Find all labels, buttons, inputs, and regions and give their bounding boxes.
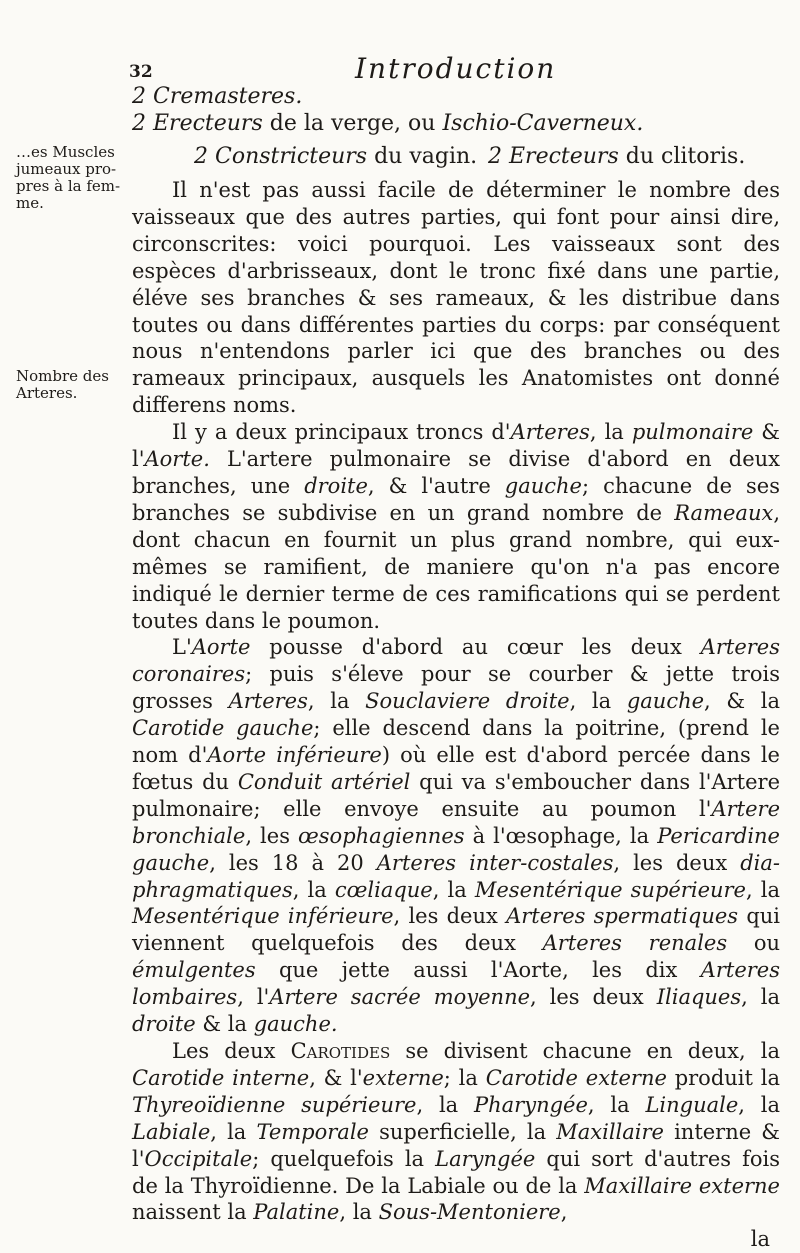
- text-run: , les deux: [613, 850, 741, 875]
- text-run: , & l'autre: [367, 473, 505, 498]
- italic-term: Artere sacrée moyenne: [269, 985, 531, 1010]
- text-run: L'artere pulmonaire se divise d'abord en deux branches, une: [132, 447, 780, 498]
- text-run: naissent la: [132, 1200, 254, 1225]
- text-run: que jette aussi l'Aorte, les dix: [255, 958, 701, 983]
- text-run: qui va s'emboucher dans l'Artere pulmonaire; elle envoye ensuite au poumon l': [132, 769, 780, 821]
- italic-term: Maxillaire externe: [584, 1173, 780, 1198]
- body-text: [132, 177, 780, 1253]
- text-run: , dont chacun en fournit un plus grand nombre, qui eux-mêmes se ramifient, de maniere qu'on n'a pas encore indiqué le dernier terme de ces ramifications qui se perdent toutes dans le poumon.: [132, 500, 780, 633]
- text-run: , la: [746, 877, 781, 902]
- text-run: , la: [741, 985, 780, 1010]
- margin-note-line: Nombre des: [16, 367, 109, 385]
- text-run: & la: [195, 1012, 254, 1037]
- margin-note-line: Arteres.: [16, 384, 78, 402]
- text-run: , la: [210, 1119, 257, 1144]
- text-run: ; chacune de ses branches se subdivise en un grand nombre de: [132, 473, 780, 525]
- italic-term: Mesentérique inférieure: [132, 904, 394, 929]
- text-run: , la: [432, 877, 475, 902]
- italic-term: Thyreoïdienne supérieure: [132, 1092, 417, 1117]
- list-item-name: Ischio-Caverneux.: [442, 111, 644, 136]
- list-item-text: du vagin.: [374, 144, 478, 169]
- catchword: la: [750, 1227, 770, 1252]
- text-run: & l': [132, 420, 780, 472]
- italic-term: Mesentérique supérieure: [474, 877, 746, 902]
- text-run: pousse d'abord au cœur les deux: [250, 635, 701, 660]
- text-run: L': [172, 635, 192, 660]
- text-run: Il y a deux principaux troncs d': [172, 420, 511, 445]
- list-item-cremasteres: 2 Cremasteres.: [132, 84, 303, 109]
- italic-term: Palatine: [253, 1200, 340, 1225]
- italic-term: pulmonaire: [631, 420, 754, 445]
- italic-term: Aorte inférieure: [207, 743, 382, 768]
- margin-note-arteres: [16, 368, 109, 402]
- italic-term: Arteres: [510, 420, 590, 445]
- italic-term: Artere bronchiale: [132, 796, 780, 848]
- italic-term: émulgentes: [132, 958, 256, 983]
- text-run: qui viennent quelquefois des deux: [132, 904, 780, 956]
- margin-note-line: …es Muscles: [16, 143, 115, 161]
- list-item-erecteurs-verge: [132, 110, 643, 138]
- italic-term: Aorte.: [144, 447, 210, 472]
- margin-note-line: pres à la fem-: [16, 177, 121, 195]
- text-run: qui sort d'autres fois de la Thyroïdienne. De la Labiale ou de la: [132, 1146, 780, 1198]
- text-run: ; puis s'éleve pour se courber & jette trois grosses: [132, 662, 780, 714]
- text-run: se divisent chacune en deux, la: [390, 1039, 780, 1063]
- text-run: , la: [738, 1092, 781, 1117]
- italic-term: Rameaux: [674, 500, 774, 525]
- text-run: ; la: [443, 1065, 486, 1090]
- text-run: ; quelquefois la: [252, 1146, 436, 1171]
- italic-term: Laryngée: [435, 1146, 536, 1171]
- small-caps-term: Carotides: [290, 1039, 391, 1063]
- list-item-text: de la verge, ou: [269, 111, 436, 136]
- margin-note-muscles: [16, 144, 120, 212]
- paragraph-aorte: [132, 634, 780, 1038]
- italic-term: Iliaques: [656, 985, 742, 1010]
- italic-term: dia-phragmatiques: [132, 850, 781, 902]
- text-run: , l': [237, 985, 270, 1010]
- text-run: , la: [292, 877, 335, 902]
- italic-term: œsophagiennes: [298, 823, 465, 848]
- italic-term: Carotide gauche: [132, 716, 314, 741]
- text-run: , la: [339, 1200, 379, 1225]
- text-run: à l'œsophage, la: [464, 823, 658, 848]
- text-run: , les deux: [530, 985, 657, 1010]
- italic-term: Arteres: [228, 689, 308, 714]
- margin-note-line: me.: [16, 194, 44, 212]
- margin-note-line: jumeaux pro-: [16, 160, 117, 178]
- paragraph-carotides: [132, 1038, 780, 1226]
- italic-term: Labiale: [132, 1119, 211, 1144]
- text-run: superficielle, la: [368, 1119, 557, 1144]
- text-run: , & l': [309, 1065, 363, 1090]
- italic-term: gauche: [504, 473, 582, 498]
- text-run: , les 18 à 20: [209, 850, 377, 875]
- list-item-erecteurs-clitoris: [488, 143, 745, 171]
- text-run: , la: [416, 1092, 474, 1117]
- italic-term: Occipitale: [144, 1146, 253, 1171]
- italic-term: Maxillaire: [556, 1119, 664, 1144]
- italic-term: Aorte: [191, 635, 251, 660]
- italic-term: Arteres inter-costales: [376, 850, 614, 875]
- italic-term: droite: [132, 1012, 196, 1037]
- italic-term: externe: [362, 1065, 444, 1090]
- text-run: , la: [307, 689, 366, 714]
- list-item-label: 2 Erecteurs: [488, 144, 619, 169]
- italic-term: Pericardine gauche: [132, 823, 780, 875]
- text-run: , la: [589, 420, 632, 445]
- italic-term: Arteres renales: [542, 931, 728, 956]
- text-run: ,: [560, 1200, 568, 1225]
- italic-term: droite: [304, 473, 368, 498]
- running-head: Introduction: [355, 52, 557, 85]
- text-run: ou: [727, 931, 780, 956]
- paragraph-troncs-arteres: [132, 419, 780, 634]
- italic-term: Arteres lombaires: [132, 958, 780, 1010]
- text-run: Les deux: [172, 1039, 291, 1063]
- text-run: , les: [245, 823, 299, 848]
- list-item-label: 2 Constricteurs: [194, 144, 368, 169]
- italic-term: gauche: [626, 689, 705, 714]
- italic-term: Pharyngée: [474, 1092, 588, 1117]
- italic-term: Linguale: [645, 1092, 739, 1117]
- italic-term: Conduit artériel: [237, 769, 411, 794]
- italic-term: cœliaque: [334, 877, 433, 902]
- text-run: produit la: [666, 1065, 780, 1090]
- text-run: ; elle descend dans la poitrine, (prend le nom d': [132, 716, 780, 768]
- text-run: , la: [587, 1092, 646, 1117]
- list-item-constricteurs: [194, 143, 477, 171]
- italic-term: Arteres spermatiques: [506, 904, 739, 929]
- paragraph-vaisseaux: Il n'est pas aussi facile de déterminer le nombre des vaisseaux que des autres parties, qui font pour ainsi dire, circonscrites: voici pourquoi. Les vaisseaux sont des espèces d'arbrisseaux, dont le tronc fixé dans une partie, éléve ses branches & ses rameaux, & les distribue dans toutes ou dans différentes parties du corps: par conséquent nous n'entendons parler ici que des branches ou des rameaux principaux, ausquels les Anatomistes ont donné differens noms.: [132, 178, 780, 418]
- italic-term: Arteres coronaires: [132, 635, 780, 687]
- italic-term: Carotide interne: [132, 1065, 310, 1090]
- text-run: , la: [569, 689, 627, 714]
- page-number: 32: [129, 62, 153, 82]
- text-run: ) où elle est d'abord percée dans le fœtus du: [132, 743, 780, 794]
- list-item-label: 2 Erecteurs: [132, 111, 263, 136]
- italic-term: Temporale: [256, 1119, 369, 1144]
- text-run: , les deux: [393, 904, 507, 929]
- italic-term: Souclaviere droite: [365, 689, 570, 714]
- italic-term: gauche.: [253, 1012, 338, 1037]
- italic-term: Sous-Mentoniere: [378, 1200, 561, 1225]
- list-item-text: du clitoris.: [625, 144, 746, 169]
- text-run: interne & l': [132, 1119, 780, 1171]
- text-run: , & la: [704, 689, 780, 714]
- italic-term: Carotide externe: [485, 1065, 667, 1090]
